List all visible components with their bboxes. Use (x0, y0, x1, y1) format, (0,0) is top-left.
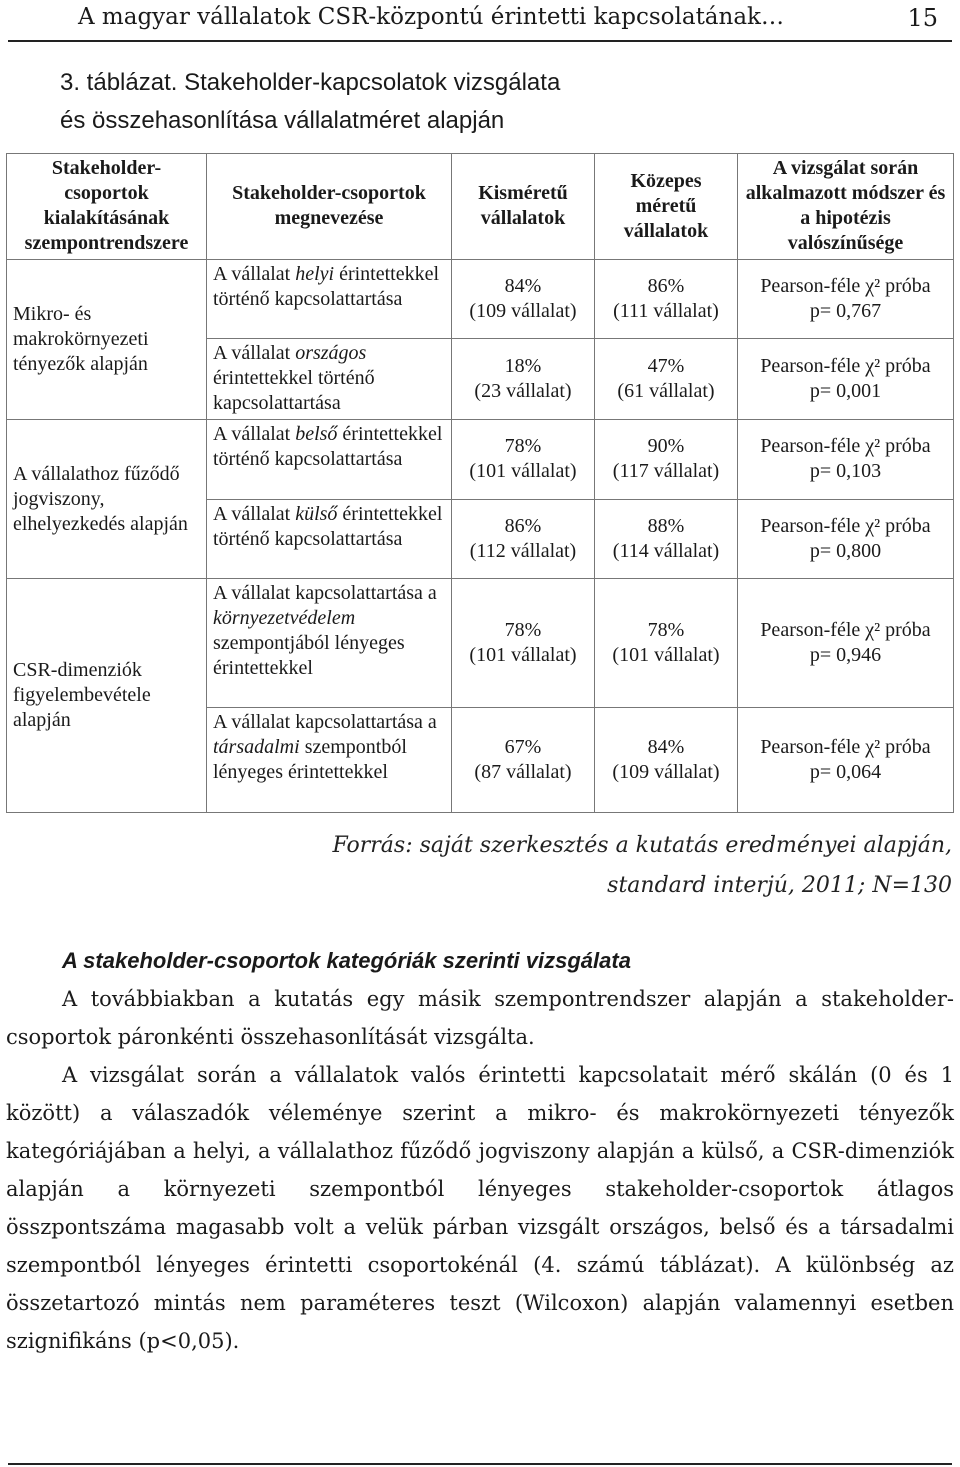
category-cell: A vállalathoz fűződő jogviszony, elhelyezkedés alapján (7, 420, 207, 579)
test-cell: Pearson-féle χ² próba p= 0,001 (738, 339, 954, 420)
table-caption-line1: 3. táblázat. Stakeholder-kapcsolatok vizsgálata (60, 69, 561, 96)
small-value-cell: 18% (23 vállalat) (452, 339, 595, 420)
small-value-cell: 84% (109 vállalat) (452, 259, 595, 339)
section-subheading: A stakeholder-csoportok kategóriák szerinti vizsgálata (62, 948, 631, 973)
medium-value-cell: 78% (101 vállalat) (595, 579, 738, 708)
small-value-cell: 67% (87 vállalat) (452, 708, 595, 813)
paragraph-2: A vizsgálat során a vállalatok valós érintetti kapcsolatait mérő skálán (0 és 1 között) a válaszadók véleménye szerint a mikro- és makrokörnyezeti tényezők kategóriájában a helyi, a vállalathoz fűződő jogviszony alapján a külső, a CSR-dimenziók alapján a környezeti szempontból lényeges stakeholder-csoportok átlagos összpontszáma magasabb volt a velük párban vizsgált országos, belső és a társadalmi szempontból lényeges érintetti csoportokénál (4. számú táblázat). A különbség az összetartozó mintás nem paraméteres teszt (Wilcoxon) alapján valamennyi esetben szignifikáns (p<0,05). (6, 1063, 954, 1353)
running-title: A magyar vállalatok CSR-központú érintetti kapcsolatának… (78, 4, 784, 30)
group-name-cell: A vállalat országos érintettekkel történő kapcsolattartása (207, 339, 452, 420)
table-header-row (7, 154, 954, 260)
test-cell: Pearson-féle χ² próba p= 0,064 (738, 708, 954, 813)
header-criteria: Stakeholder-csoportok kialakításának szempontrendszere (7, 154, 207, 260)
table-caption (60, 64, 760, 140)
table-row (7, 420, 954, 500)
running-header (8, 0, 952, 42)
stakeholder-table (6, 153, 954, 813)
medium-value-cell: 86% (111 vállalat) (595, 259, 738, 339)
test-cell: Pearson-féle χ² próba p= 0,946 (738, 579, 954, 708)
header-small: Kisméretű vállalatok (452, 154, 595, 260)
table-row (7, 579, 954, 708)
medium-value-cell: 47% (61 vállalat) (595, 339, 738, 420)
test-cell: Pearson-féle χ² próba p= 0,800 (738, 499, 954, 579)
page-number: 15 (907, 4, 938, 32)
test-cell: Pearson-féle χ² próba p= 0,103 (738, 420, 954, 500)
table-caption-line2: és összehasonlítása vállalatméret alapján (60, 107, 505, 134)
header-method: A vizsgálat során alkalmazott módszer és a hipotézis valószínűsége (738, 154, 954, 260)
source-line2: standard interjú, 2011; N=130 (607, 873, 952, 898)
category-cell: CSR-dimenziók figyelembevétele alapján (7, 579, 207, 813)
small-value-cell: 78% (101 vállalat) (452, 579, 595, 708)
group-name-cell: A vállalat kapcsolattartása a társadalmi szempontból lényeges érintettekkel (207, 708, 452, 813)
category-cell: Mikro- és makrokörnyezeti tényezők alapján (7, 259, 207, 419)
medium-value-cell: 90% (117 vállalat) (595, 420, 738, 500)
medium-value-cell: 84% (109 vállalat) (595, 708, 738, 813)
header-group-name: Stakeholder-csoportok megnevezése (207, 154, 452, 260)
small-value-cell: 78% (101 vállalat) (452, 420, 595, 500)
group-name-cell: A vállalat belső érintettekkel történő kapcsolattartása (207, 420, 452, 500)
group-name-cell: A vállalat kapcsolattartása a környezetvédelem szempontjából lényeges érintettekkel (207, 579, 452, 708)
group-name-cell: A vállalat helyi érintettekkel történő kapcsolattartása (207, 259, 452, 339)
footer-rule (8, 1463, 952, 1465)
group-name-cell: A vállalat külső érintettekkel történő kapcsolattartása (207, 499, 452, 579)
body-text (6, 942, 954, 1360)
test-cell: Pearson-féle χ² próba p= 0,767 (738, 259, 954, 339)
table-row (7, 259, 954, 339)
paragraph-1: A továbbiakban a kutatás egy másik szempontrendszer alapján a stakeholder-csoportok páronkénti összehasonlítását vizsgálta. (6, 987, 954, 1049)
header-medium: Közepes méretű vállalatok (595, 154, 738, 260)
table-source (192, 826, 952, 906)
source-line1: Forrás: saját szerkesztés a kutatás eredményei alapján, (332, 833, 952, 858)
small-value-cell: 86% (112 vállalat) (452, 499, 595, 579)
medium-value-cell: 88% (114 vállalat) (595, 499, 738, 579)
